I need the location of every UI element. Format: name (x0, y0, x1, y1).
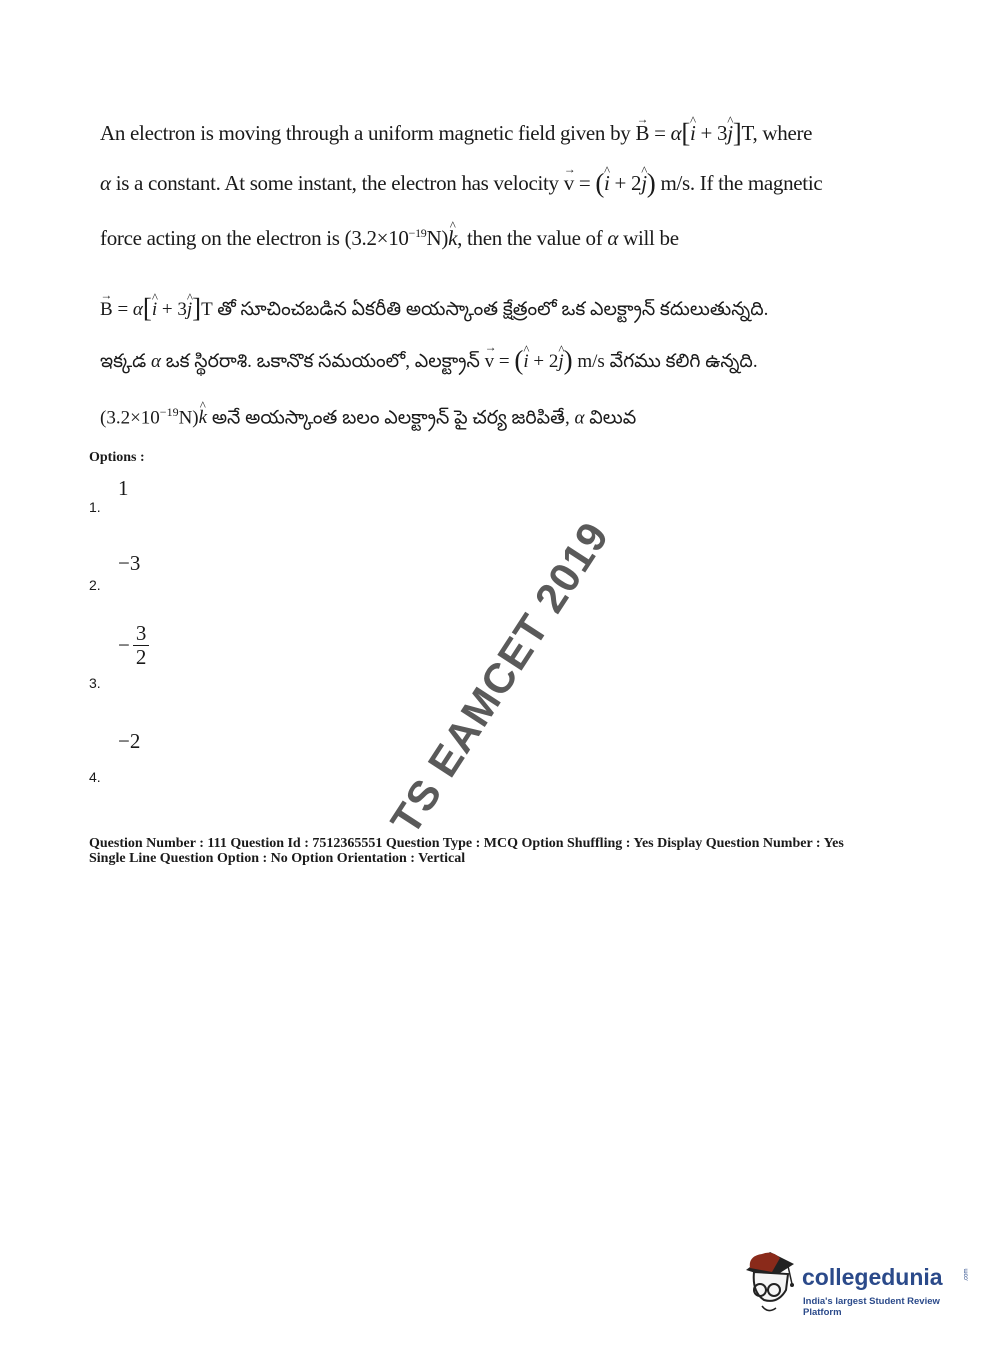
unit-vector-i: ^ i (690, 108, 696, 158)
option-2-number: 2. (89, 577, 101, 593)
vector-b: → B (635, 108, 649, 158)
question-text-english (100, 108, 890, 263)
question-line-3: force acting on the electron is $(3.2\times 10^{-19}N)\^{}$ k, then the value of α will be (100, 208, 890, 263)
option-2-value[interactable]: −3 (118, 551, 141, 575)
vector-v: → v (564, 158, 574, 208)
watermark: TS EAMCET 2019 (381, 513, 618, 843)
unit-vector-j: ^ j (727, 108, 733, 158)
question-metadata (89, 836, 919, 866)
telugu-line-3: $(3.2\times 10^{-19}N)\^{}$ k అనే అయస్కాంత బలం ఎలక్ట్రాన్ పై చర్య జరిపితే, α విలువ (100, 387, 890, 443)
telugu-line-1: → B = α[^ i + 3^ j]T తో సూచించబడిన ఏకరీతి అయస్కాంత క్షేత్రంలో ఒక ఎలక్ట్రాన్ కదులుతున్నది. (100, 283, 890, 335)
option-1-number: 1. (89, 499, 101, 515)
question-text-telugu (100, 283, 890, 443)
option-3-number: 3. (89, 675, 101, 691)
option-4-value[interactable]: −2 (118, 729, 141, 753)
metadata-line-2: Single Line Question Option : No Option Orientation : Vertical (89, 851, 466, 866)
question-line-1: An electron is moving through a uniform magnetic field given by → B = α[^ i + 3^ j]T, where (100, 108, 890, 158)
option-3-value[interactable]: − $\frac{3}{2}$ (118, 622, 149, 669)
question-line-2: α is a constant. At some instant, the electron has velocity → v = (^ i + 2^ j) m/s. If the magnetic (100, 158, 890, 208)
telugu-line-2: ఇక్కడ α ఒక స్థిరరాశి. ఒకానొక సమయంలో, ఎలక్ట్రాన్ → v = (^ i + 2^ j) m/s వేగము కలిగి ఉన్నది. (100, 335, 890, 387)
option-4-number: 4. (89, 769, 101, 785)
force-expression: $(3.2\times 10^{-19}N)\^{}$ k (345, 226, 457, 250)
logo-name: collegedunia (802, 1264, 943, 1290)
option-1-value[interactable]: 1 (118, 476, 129, 500)
options-label: Options : (89, 450, 145, 465)
mascot-icon (742, 1248, 800, 1314)
logo-tagline: India's largest Student Review Platform (803, 1296, 940, 1318)
metadata-line-1: Question Number : 111 Question Id : 7512365551 Question Type : MCQ Option Shuffling : Yes Display Question Number : Yes (89, 836, 844, 851)
logo-com: .com (963, 1268, 970, 1282)
collegedunia-logo[interactable] (742, 1248, 972, 1318)
